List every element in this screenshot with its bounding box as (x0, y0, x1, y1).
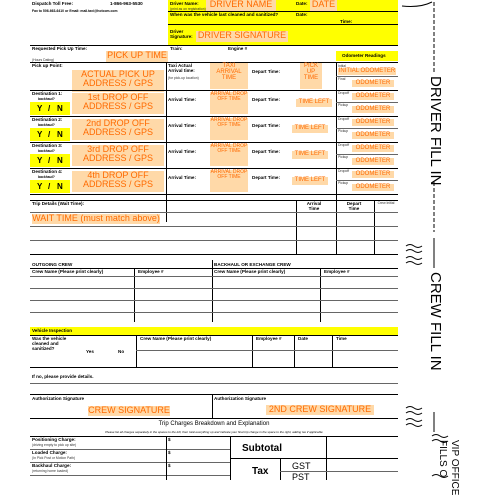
date2-label: Date: (296, 12, 308, 17)
backhaul-yes[interactable]: Y (37, 156, 43, 165)
fills-out-label: FILLS O (437, 440, 448, 478)
backhaul-slash: / (48, 130, 51, 139)
insp-line-2 (30, 367, 398, 368)
pickup-sub: Pickup (338, 129, 349, 133)
train-label: Train: (170, 46, 183, 51)
taxi-trip-form (30, 0, 398, 480)
odometer-dropoff-tag[interactable]: ODOMETER (352, 145, 394, 152)
backhaul-label: backhaul? (38, 149, 55, 153)
loaded-charge-label: Loaded Charge: (32, 450, 67, 455)
driver-signature-tag[interactable]: DRIVER SIGNATURE (197, 30, 287, 40)
inspection-employee: Employee # (256, 336, 282, 341)
initial-sub: Initial (338, 64, 346, 68)
backhaul-yes[interactable]: Y (37, 104, 43, 113)
driver-name-label: Driver Name: (170, 1, 199, 6)
driver-name-sub: (print as on registration) (170, 7, 206, 11)
backhaul-exchange-label: BACKHAUL OR EXCHANGE CREW (214, 262, 291, 267)
trip-arrival-time: Arrival Time (306, 201, 322, 211)
fax-email-line: Fax to 506-663-6410 or Email: mail.taxi@hotcom.com (32, 9, 118, 13)
backhaul-slash: / (48, 104, 51, 113)
time-left-tag[interactable]: TIME LEFT (292, 125, 328, 133)
destination-row (30, 168, 398, 194)
crew-signature2-tag[interactable]: 2ND CREW SIGNATURE (266, 405, 374, 415)
trip-line-3 (30, 240, 398, 241)
destination-label: Destination 2: (32, 117, 63, 122)
final-sub: Final (338, 77, 346, 81)
backhaul-slash: / (48, 156, 51, 165)
toll-free-number: 1-866-963-5530 (110, 1, 143, 6)
initial-odometer-tag[interactable]: INITIAL ODOMETER (338, 68, 396, 74)
vehicle-cleaned-label: When was the vehicle last cleaned and sanitized? (170, 12, 279, 17)
actual-pickup-tag[interactable]: ACTUAL PICK UP ADDRESS / GPS (72, 70, 164, 92)
tax-label: Tax (252, 466, 269, 477)
inspection-crew-name: Crew Name (Please print clearly) (140, 336, 212, 341)
arrival-time-label: Arrival Time: (168, 97, 196, 102)
pst-label: PST (292, 472, 310, 480)
insp-line-3 (30, 383, 398, 384)
dropoff-address-tag[interactable]: 1st DROP OFF ADDRESS / GPS (72, 93, 164, 114)
subtotal-line (230, 458, 398, 459)
backhaul-slash: / (48, 182, 51, 191)
wait-time-tag[interactable]: WAIT TIME (must match above) (32, 213, 160, 223)
positioning-dollar: $ (168, 437, 171, 442)
auth-signature-label: Authorization Signature (32, 396, 85, 401)
backhaul-employee-label: Employee # (324, 269, 350, 274)
pickup-sub: Pickup (338, 181, 349, 185)
backhaul-crew-name-label: Crew Name (Please print clearly) (214, 269, 286, 274)
depart-time-label: Depart Time: (252, 175, 280, 180)
outgoing-employee-label: Employee # (138, 269, 164, 274)
subtotal-label: Subtotal (242, 443, 282, 454)
outgoing-crew-name-label: Crew Name (Please print clearly) (32, 269, 104, 274)
for-pickup-sub: (for pick-up location) (168, 76, 199, 80)
destination-row (30, 142, 398, 168)
inspection-header-band (30, 327, 398, 335)
odometer-tag-0[interactable]: ODOMETER (352, 80, 394, 87)
crew-line-4 (30, 312, 398, 313)
backhaul-no[interactable]: N (57, 156, 63, 165)
crew-line-2 (30, 288, 398, 289)
crew-line-3 (30, 300, 398, 301)
arrival-time-label: Arrival Time: (168, 149, 196, 154)
charge-col-1 (166, 436, 167, 480)
engine-label: Engine # (228, 46, 248, 51)
odometer-dropoff-tag[interactable]: ODOMETER (352, 119, 394, 126)
arrival-dropoff-tag[interactable]: ARRIVAL DROP OFF TIME (210, 170, 248, 192)
side-brackets (398, 0, 480, 480)
backhaul-dollar: $ (168, 463, 171, 468)
crew-signature-tag[interactable]: CREW SIGNATURE (88, 405, 170, 415)
date-tag[interactable]: DATE (311, 0, 336, 9)
time-left-tag[interactable]: TIME LEFT (292, 177, 328, 185)
backhaul-no[interactable]: N (57, 130, 63, 139)
time-label: Time: (340, 19, 353, 24)
auth-signature-label-2: Authorization Signature (214, 396, 267, 401)
depart-time-label: Depart Time: (252, 97, 280, 102)
insp-col-4 (332, 335, 333, 367)
charge-line-3 (30, 475, 230, 476)
odometer-pickup-tag[interactable]: ODOMETER (352, 132, 394, 139)
charges-title: Trip Charges Breakdown and Explanation (158, 421, 270, 427)
inspection-time: Time (336, 336, 347, 341)
date-label: Date: (296, 1, 308, 6)
trip-line-1 (30, 212, 398, 213)
hours-sub: (Hours Dating) (32, 58, 55, 62)
arrival-dropoff-tag[interactable]: ARRIVAL DROP OFF TIME (210, 118, 248, 140)
header-line-2 (168, 24, 398, 25)
outgoing-crew-label: OUTGOING CREW (32, 262, 73, 267)
odometer-dropoff-tag[interactable]: ODOMETER (352, 171, 394, 178)
trip-line-2 (30, 226, 398, 227)
dropoff-address-tag[interactable]: 3rd DROP OFF ADDRESS / GPS (72, 145, 164, 166)
arrival-dropoff-tag[interactable]: ARRIVAL DROP OFF TIME (210, 92, 248, 114)
positioning-charge-label: Positioning Charge: (32, 437, 76, 442)
insp-col-1 (136, 335, 137, 367)
backhaul-yes[interactable]: Y (37, 182, 43, 191)
loaded-dollar: $ (168, 450, 171, 455)
depart-time-label: Depart Time: (252, 149, 280, 154)
dropoff-sub: Dropoff (338, 169, 350, 173)
trip-col-3 (374, 200, 375, 254)
time-left-tag[interactable]: TIME LEFT (292, 151, 328, 159)
destination-label: Destination 4: (32, 169, 63, 174)
dropoff-sub: Dropoff (338, 117, 350, 121)
inspection-yes[interactable]: Yes (86, 349, 94, 354)
positioning-charge-sub: (driving empty to pick up site) (32, 443, 77, 447)
inspection-no[interactable]: No (118, 349, 125, 354)
pickup-time-small-tag[interactable]: PICK UP TIME (300, 63, 322, 89)
taxi-actual-label: Taxi Actual Arrival time: (168, 63, 195, 73)
insp-col-2 (252, 335, 253, 367)
auth-col (212, 394, 213, 418)
if-no-label: If no, please provide details. (32, 374, 94, 379)
dropoff-address-tag[interactable]: 2nd DROP OFF ADDRESS / GPS (72, 119, 164, 140)
destination-label: Destination 1: (32, 91, 63, 96)
arrival-dropoff-tag[interactable]: ARRIVAL DROP OFF TIME (210, 144, 248, 166)
arrival-time-label: Arrival Time: (168, 123, 196, 128)
backhaul-no[interactable]: N (57, 104, 63, 113)
backhaul-charge-label: Backhaul Charge: (32, 463, 72, 468)
inspection-title: Vehicle Inspection (32, 328, 73, 333)
backhaul-charge-sub: (returning home loaded) (32, 469, 69, 473)
odometer-dropoff-tag[interactable]: ODOMETER (352, 93, 394, 100)
auth-bottom-line (30, 418, 398, 419)
requested-pickup-label: Requested Pick Up Time: (32, 46, 88, 51)
depart-time-label: Depart Time: (252, 123, 280, 128)
charges-note: Please list all charges separately in the spaces to the left, then total everything up and indicate your final trip charge in the space to the right, adding tax if applicable (105, 430, 323, 434)
trip-bottom-line (30, 254, 398, 255)
driver-signature-label: Driver Signature: (170, 29, 193, 39)
dropoff-address-tag[interactable]: 4th DROP OFF ADDRESS / GPS (72, 171, 164, 192)
trip-details-label: Trip Details (Wait Time): (32, 201, 85, 206)
backhaul-label: backhaul? (38, 175, 55, 179)
driver-fill-in-label: DRIVER FILL IN (427, 76, 444, 186)
insp-line-4 (30, 394, 398, 395)
charges-top-line (30, 436, 398, 437)
odometer-readings-label: Odometer Readings (342, 53, 386, 58)
insp-line-1 (136, 350, 398, 351)
destination-row (30, 116, 398, 142)
crew-fill-in-label: CREW FILL IN (427, 272, 444, 371)
backhaul-no[interactable]: N (57, 182, 63, 191)
inspection-question: Was the vehicle cleaned and sanitized? (32, 336, 67, 351)
backhaul-label: backhaul? (38, 123, 55, 127)
backhaul-yes[interactable]: Y (37, 130, 43, 139)
dispatch-toll-free-label: Dispatch Toll Free: (32, 1, 74, 6)
taxi-arrival-tag[interactable]: TAXI ARRIVAL TIME (210, 63, 248, 89)
tax-col (280, 458, 281, 480)
arrival-time-label: Arrival Time: (168, 175, 196, 180)
insp-col-3 (294, 335, 295, 367)
dropoff-sub: Dropoff (338, 91, 350, 95)
time-left-tag[interactable]: TIME LEFT (296, 99, 332, 107)
pickup-sub: Pickup (338, 155, 349, 159)
crew-line-1 (30, 276, 398, 277)
pickup-point-label: Pick up Point: (32, 63, 63, 68)
backhaul-label: backhaul? (38, 97, 55, 101)
dropoff-sub: Dropoff (338, 143, 350, 147)
destination-row (30, 90, 398, 116)
loaded-charge-sub: (In Pick Post or Motion Path) (32, 456, 76, 460)
odometer-pickup-tag[interactable]: ODOMETER (352, 106, 394, 113)
inspection-date: Date (298, 336, 308, 341)
vip-office-label: VIP OFFICE (449, 440, 460, 495)
gst-label: GST (292, 461, 311, 471)
destination-label: Destination 3: (32, 143, 63, 148)
odometer-pickup-tag[interactable]: ODOMETER (352, 184, 394, 191)
driver-name-tag[interactable]: DRIVER NAME (206, 0, 276, 11)
odometer-pickup-tag[interactable]: ODOMETER (352, 158, 394, 165)
row-bottom-line (30, 194, 398, 195)
trip-depart-time: Depart Time (346, 201, 362, 211)
pickup-time-tag[interactable]: PICK UP TIME (107, 50, 167, 60)
trip-col-2 (336, 200, 337, 254)
trip-crew-initial: Crew Initial (377, 201, 395, 205)
pickup-sub: Pickup (338, 103, 349, 107)
pickup-depart-label: Depart Time: (252, 69, 280, 74)
trip-col-1 (296, 200, 297, 254)
